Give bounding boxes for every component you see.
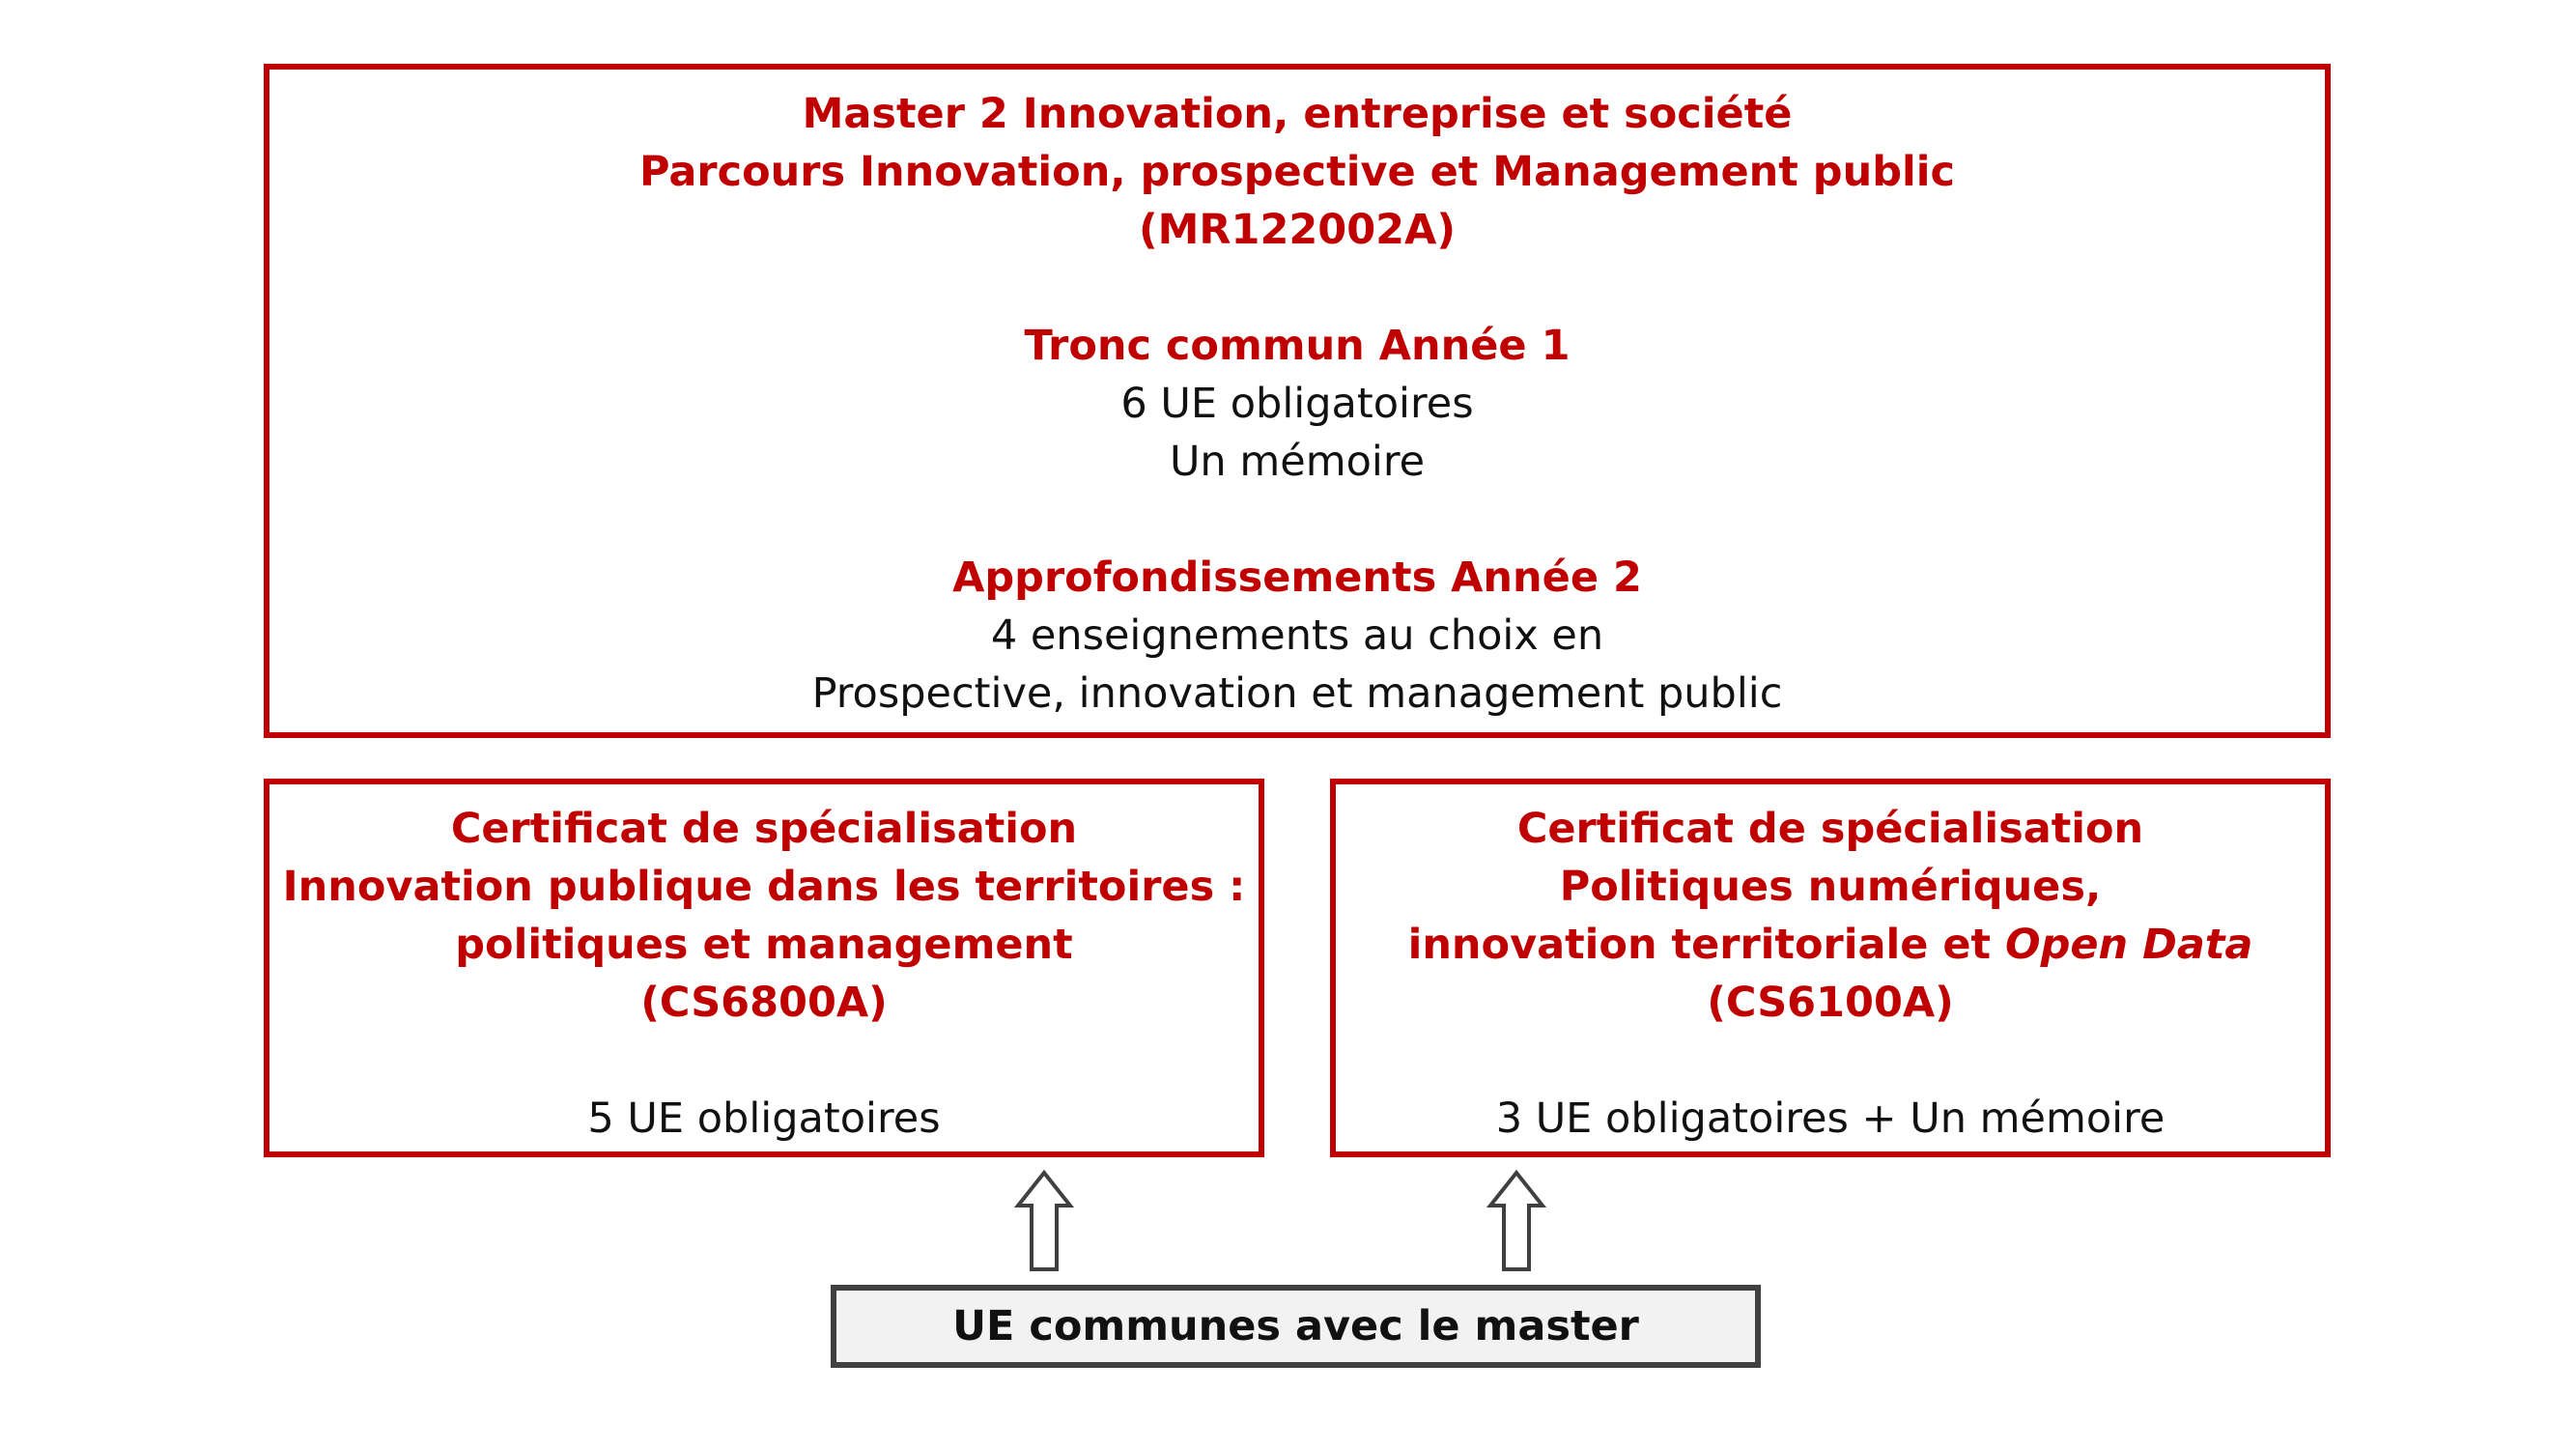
year1-thesis: Un mémoire xyxy=(1169,438,1426,486)
master-code: (MR122002A) xyxy=(1138,206,1456,254)
cert-right-name-prefix: innovation territoriale et xyxy=(1407,921,2006,969)
year1-courses: 6 UE obligatoires xyxy=(1120,380,1474,428)
year2-heading: Approfondissements Année 2 xyxy=(952,554,1642,602)
year1-heading: Tronc commun Année 1 xyxy=(1024,322,1571,370)
master-title: Master 2 Innovation, entreprise et société xyxy=(802,90,1793,138)
cert-right-title: Certificat de spécialisation xyxy=(1516,805,2144,853)
cert-left-title: Certificat de spécialisation xyxy=(450,805,1078,853)
cert-right-name-italic: Open Data xyxy=(2005,921,2253,969)
cert-right-name-line2 xyxy=(1336,916,2325,974)
cert-left-code: (CS6800A) xyxy=(640,979,888,1027)
cert-right-box xyxy=(1330,779,2331,1157)
year2-line2: Prospective, innovation et management public xyxy=(811,669,1783,718)
master-track: Parcours Innovation, prospective et Management public xyxy=(639,148,1955,196)
cert-left-requirements: 5 UE obligatoires xyxy=(587,1094,941,1143)
year2-line1: 4 enseignements au choix en xyxy=(990,611,1604,660)
common-courses-label: UE communes avec le master xyxy=(952,1302,1639,1350)
master-box xyxy=(264,64,2331,738)
common-courses-box xyxy=(831,1285,1761,1368)
cert-right-name-line1: Politiques numériques, xyxy=(1559,863,2102,911)
cert-left-box xyxy=(264,779,1264,1157)
cert-left-name-line2: politiques et management xyxy=(455,921,1073,969)
cert-left-name-line1: Innovation publique dans les territoires : xyxy=(282,863,1246,911)
cert-right-requirements: 3 UE obligatoires + Un mémoire xyxy=(1495,1094,2166,1143)
cert-right-code: (CS6100A) xyxy=(1707,979,1954,1027)
hollow-up-arrow-icon xyxy=(1486,1169,1546,1273)
hollow-up-arrow-icon xyxy=(1014,1169,1074,1273)
